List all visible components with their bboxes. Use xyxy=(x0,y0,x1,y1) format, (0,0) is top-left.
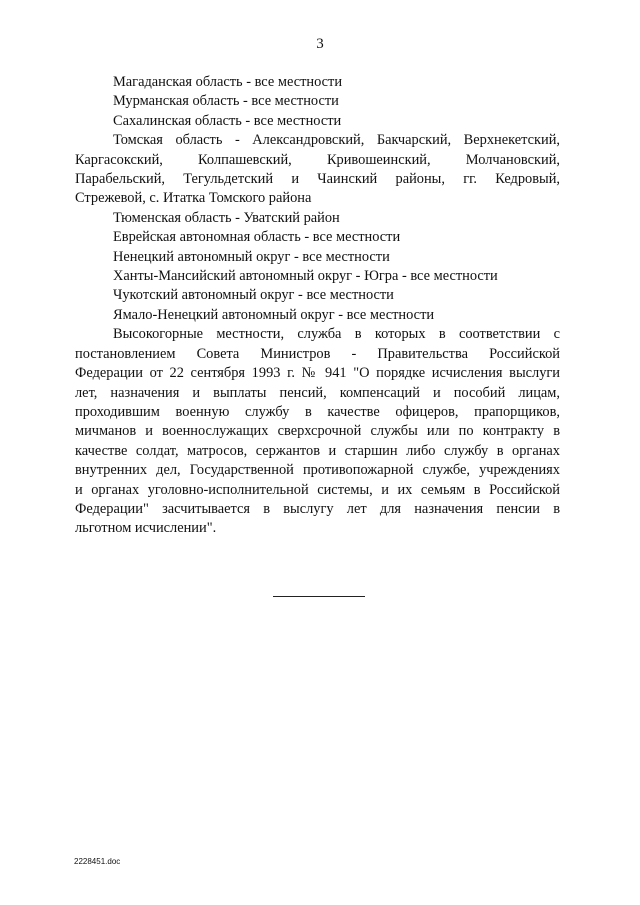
region-line: Тюменская область - Уватский район xyxy=(113,209,340,226)
region-line: Еврейская автономная область - все местности xyxy=(113,229,401,246)
region-line: Ямало-Ненецкий автономный округ - все местности xyxy=(113,306,435,323)
tomsk-paragraph-line: Парабельский, Тегульдетский и Чаинский районы, гг. Кедровый, xyxy=(75,171,560,188)
region-line: Ханты-Мансийский автономный округ - Югра - все местности xyxy=(113,268,498,285)
region-line: Мурманская область - все местности xyxy=(113,93,339,110)
highland-paragraph-line: льготном исчислении". xyxy=(75,520,217,537)
highland-paragraph-line: лет, назначения и выплаты пенсий, компенсаций и пособий лицам, xyxy=(75,384,560,401)
highland-paragraph-line: проходившим военную службу в качестве офицеров, прапорщиков, xyxy=(75,403,560,420)
highland-paragraph-line: и органах уголовно-исполнительной системы, и их семьям в Российской xyxy=(75,481,560,498)
region-line: Сахалинская область - все местности xyxy=(113,112,342,129)
highland-paragraph-line: Федерации" засчитывается в выслугу лет для назначения пенсии в xyxy=(75,500,560,517)
footer-filename: 2228451.doc xyxy=(74,857,121,866)
end-separator xyxy=(273,596,365,597)
page-number: 3 xyxy=(316,36,324,52)
highland-paragraph-line: Высокогорные местности, служба в которых в соответствии с xyxy=(113,326,560,343)
highland-paragraph-line: мичманов и военнослужащих сверхсрочной службы или по контракту в xyxy=(75,423,560,440)
region-line: Чукотский автономный округ - все местности xyxy=(113,287,394,304)
document-body xyxy=(75,73,560,539)
highland-paragraph-line: качестве солдат, матросов, сержантов и старшин либо службу в органах xyxy=(75,442,560,459)
region-line: Магаданская область - все местности xyxy=(113,74,343,90)
tomsk-paragraph-line: Стрежевой, с. Итатка Томского района xyxy=(75,190,312,207)
highland-paragraph-line: постановлением Совета Министров - Правительства Российской xyxy=(75,345,560,362)
highland-paragraph-line: Федерации от 22 сентября 1993 г. № 941 "О порядке исчисления выслуги xyxy=(75,365,560,382)
tomsk-paragraph-line: Томская область - Александровский, Бакчарский, Верхнекетский, xyxy=(113,132,560,149)
region-line: Ненецкий автономный округ - все местности xyxy=(113,248,390,265)
tomsk-paragraph-line: Каргасокский, Колпашевский, Кривошеинский, Молчановский, xyxy=(75,151,560,168)
highland-paragraph-line: внутренних дел, Государственной противопожарной службе, учреждениях xyxy=(75,462,560,479)
